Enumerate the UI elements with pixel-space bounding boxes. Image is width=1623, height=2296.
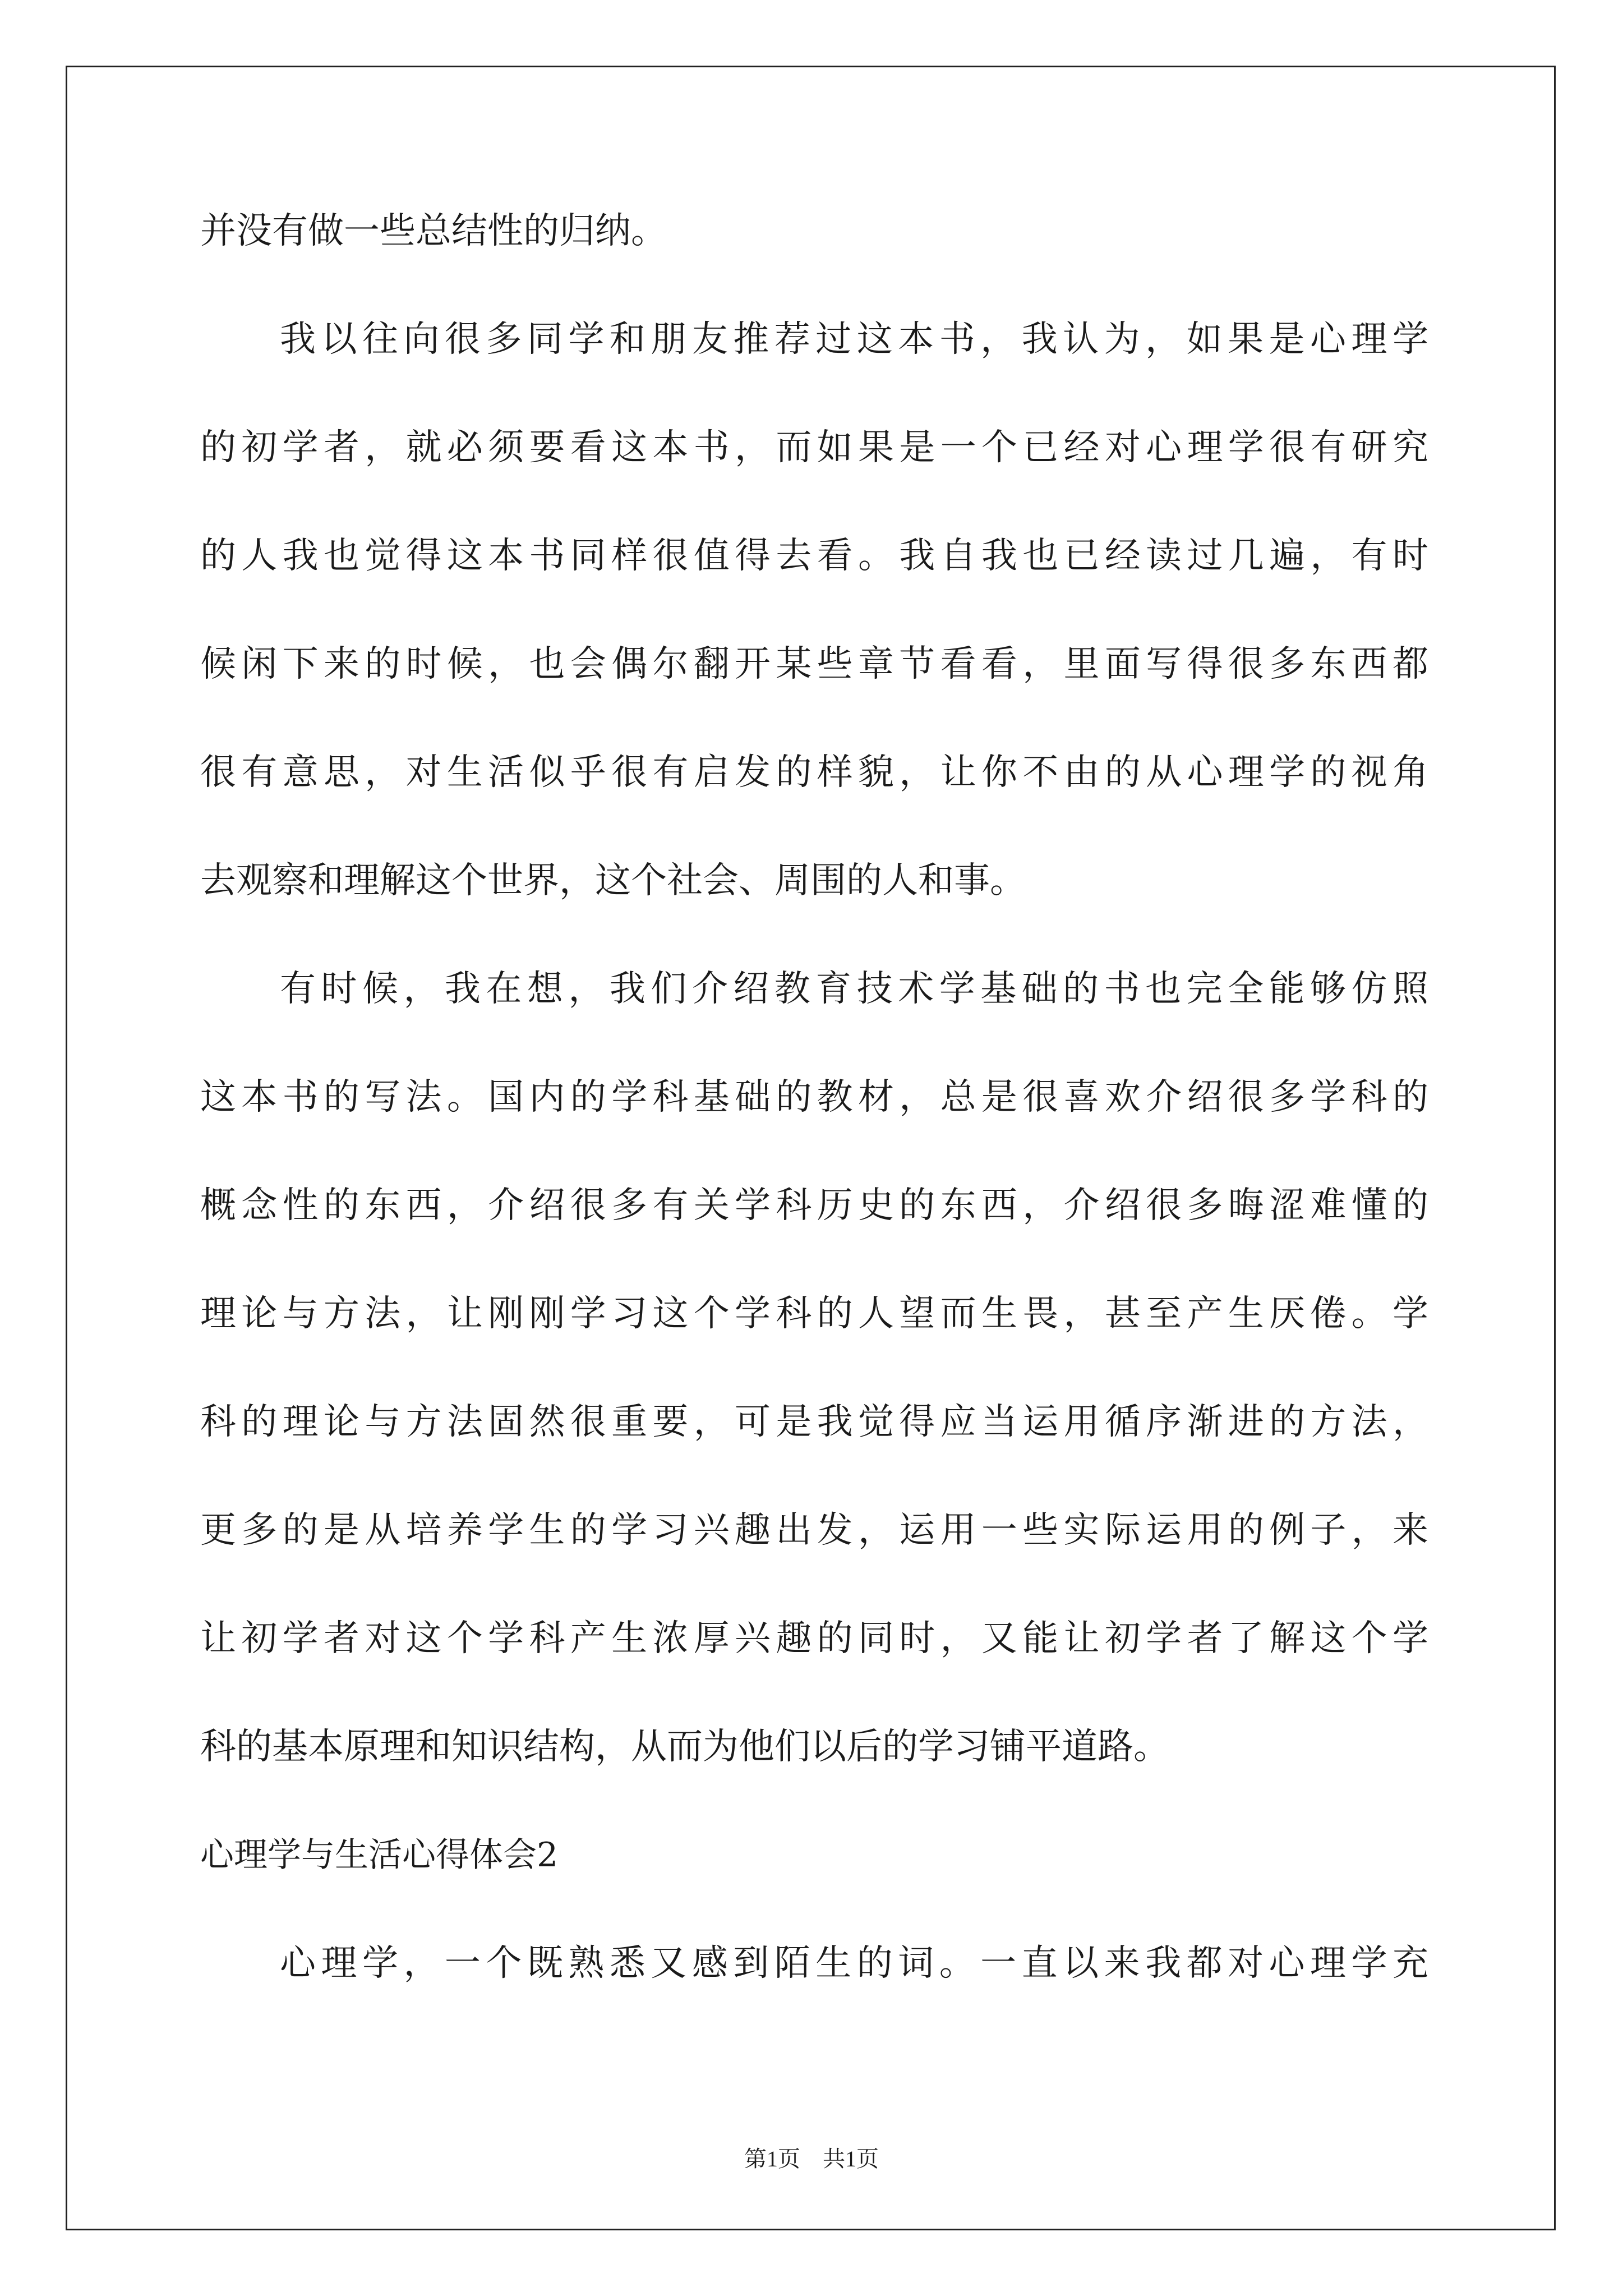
page-number: 第1页 xyxy=(744,2146,800,2171)
text-line: 并没有做一些总结性的归纳。 xyxy=(200,210,667,252)
paragraph-start-line: 我以往向很多同学和朋友推荐过这本书，我认为，如果是心理学 xyxy=(280,319,1428,360)
text-line: 让初学者对这个学科产生浓厚兴趣的同时，又能让初学者了解这个学 xyxy=(200,1618,1428,1659)
section-heading: 心理学与生活心得体会2 xyxy=(200,1835,559,1875)
page-total: 共1页 xyxy=(823,2146,879,2171)
text-line: 理论与方法，让刚刚学习这个学科的人望而生畏，甚至产生厌倦。学 xyxy=(200,1293,1428,1335)
text-line: 很有意思，对生活似乎很有启发的样貌，让你不由的从心理学的视角 xyxy=(200,752,1428,793)
text-line: 这本书的写法。国内的学科基础的教材，总是很喜欢介绍很多学科的 xyxy=(200,1076,1428,1118)
text-line: 的人我也觉得这本书同样很值得去看。我自我也已经读过几遍，有时 xyxy=(200,535,1428,577)
document-body xyxy=(200,210,1428,2054)
text-line: 科的理论与方法固然很重要，可是我觉得应当运用循序渐进的方法， xyxy=(200,1401,1428,1443)
text-line: 科的基本原理和知识结构，从而为他们以后的学习铺平道路。 xyxy=(200,1726,1169,1768)
paragraph-start-line: 有时候，我在想，我们介绍教育技术学基础的书也完全能够仿照 xyxy=(280,968,1428,1010)
text-line: 候闲下来的时候，也会偶尔翻开某些章节看看，里面写得很多东西都 xyxy=(200,643,1428,685)
text-line: 概念性的东西，介绍很多有关学科历史的东西，介绍很多晦涩难懂的 xyxy=(200,1185,1428,1226)
text-line: 的初学者，就必须要看这本书，而如果是一个已经对心理学很有研究 xyxy=(200,427,1428,468)
page-footer xyxy=(0,2146,1623,2173)
text-line: 更多的是从培养学生的学习兴趣出发，运用一些实际运用的例子，来 xyxy=(200,1510,1428,1551)
paragraph-start-line: 心理学，一个既熟悉又感到陌生的词。一直以来我都对心理学充 xyxy=(280,1943,1428,1984)
text-line: 去观察和理解这个世界，这个社会、周围的人和事。 xyxy=(200,860,1026,901)
